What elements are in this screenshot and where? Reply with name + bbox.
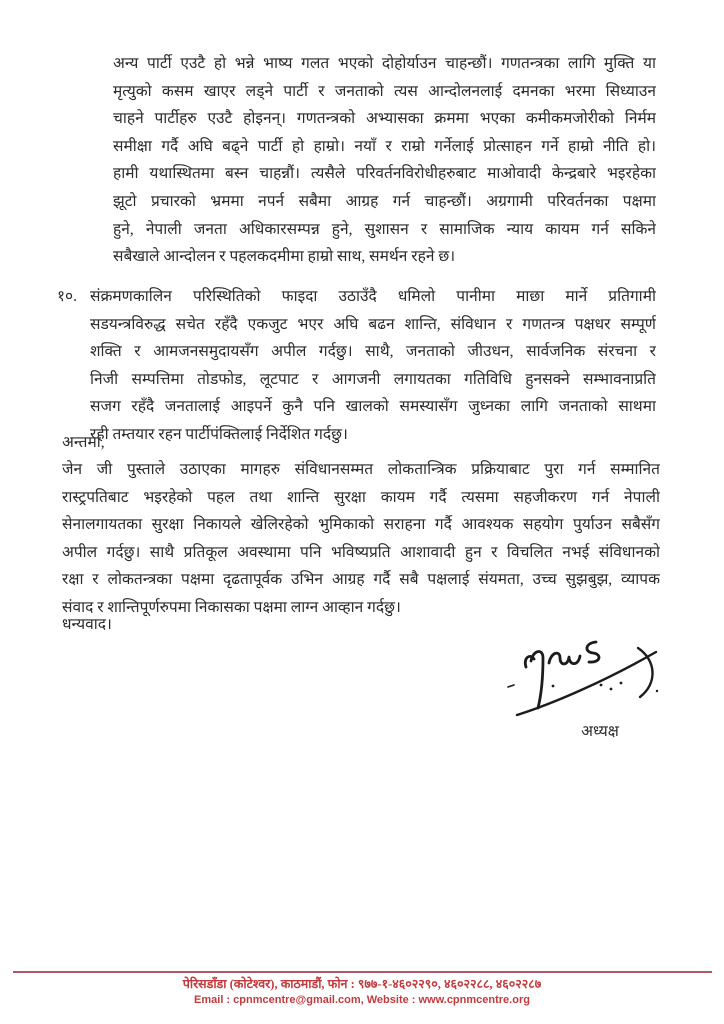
footer-contact: Email : cpnmcentre@gmail.com, Website : www.cpnmcentre.org — [194, 994, 530, 1006]
paragraph-line: अपील गर्दछु। साथै प्रतिकूल अवस्थामा पनि भविष्यप्रति आशावादी हुन र विचलित नभई संविधानको — [62, 543, 660, 561]
list-item-10 — [57, 283, 656, 449]
paragraph-line: समीक्षा गर्दै अघि बढ्ने पार्टी हो हाम्रो। नयाँ र राम्रो गर्नेलाई प्रोत्साहन गर्ने हाम्रो नीति हो। — [113, 137, 656, 155]
closing-paragraph — [62, 456, 660, 622]
paragraph-line: रास्ट्रपतिबाट भइरहेको पहल तथा शान्ति सुरक्षा कायम गर्दै त्यसमा सहजीकरण गर्न नेपाली — [62, 488, 660, 506]
paragraph-line: हामी यथास्थितमा बस्न चाहन्नौं। त्यसैले परिवर्तनविरोधीहरुबाट माओवादी केन्द्रबारे भइरहेका — [113, 165, 656, 183]
closing-lead-in: अन्तमा, — [62, 434, 105, 451]
paragraph-line: सबैखाले आन्दोलन र पहलकदमीमा हाम्रो साथ, समर्थन रहने छ। — [113, 248, 456, 266]
footer-address: पेरिसडाँडा (कोटेश्वर), काठमाडौं, फोन : ९७७-१-४६०२२९०, ४६०२२८८, ४६०२२८७ — [182, 977, 542, 991]
paragraph-line: रक्षा र लोकतन्त्रका पक्षमा दृढतापूर्वक उभिन आग्रह गर्दै सबै पक्षलाई संयमता, उच्च सुझबुझ, व्यापक — [62, 571, 660, 589]
paragraph-line: संवाद र शान्तिपूर्णरुपमा निकासका पक्षमा लाग्न आव्हान गर्दछु। — [62, 598, 401, 616]
paragraph-line: मृत्युको कसम खाएर लड्ने पार्टी र जनताको त्यस आन्दोलनलाई दमनका भरमा सिध्याउन — [113, 82, 656, 100]
footer-divider — [13, 971, 712, 973]
thank-you-line: धन्यवाद। — [62, 616, 112, 633]
paragraph-line: सजग रहँदै जनतालाई आइपर्ने कुनै पनि खालको समस्यासँग जुध्नका लागि जनताको साथमा — [90, 398, 656, 416]
paragraph-continuation — [113, 50, 656, 271]
list-item-text — [90, 283, 656, 449]
paragraph-line: जेन जी पुस्ताले उठाएका मागहरु संविधानसम्मत लोकतान्त्रिक प्रक्रियाबाट पुरा गर्न सम्मानित — [62, 461, 660, 478]
paragraph-line: शक्ति र आमजनसमुदायसँग अपील गर्दछु। साथै, जनताको जीउधन, सार्वजनिक संरचना र — [90, 343, 656, 361]
paragraph-line: हुने, नेपाली जनता अधिकारसम्पन्न हुने, सुशासन र सामाजिक न्याय कायम गर्न सकिने — [113, 220, 656, 238]
paragraph-line: अन्य पार्टी एउटै हो भन्ने भाष्य गलत भएको दोहोर्याउन चाहन्छौं। गणतन्त्रका लागि मुक्ति या — [113, 55, 656, 72]
paragraph-line: संक्रमणकालिन परिस्थितिको फाइदा उठाउँदै धमिलो पानीमा माछा मार्ने प्रतिगामी — [90, 288, 656, 305]
list-item-number: १०. — [57, 288, 77, 305]
paragraph-line: सडयन्त्रविरुद्ध सचेत रहँदै एकजुट भएर अघि बढन शान्ति, संविधान र गणतन्त्र पक्षधर सम्पूर्ण — [90, 315, 656, 333]
paragraph-line: सेनालगायतका सुरक्षा निकायले खेलिरहेको भुमिकाको सराहना गर्दै आवश्यक सहयोग पुर्याउन सबैसँग — [62, 516, 660, 534]
paragraph-line: चाहने पार्टीहरु एउटै होइनन्। गणतन्त्रको अभ्यासका क्रममा भएका कमीकमजोरीको निर्मम — [113, 110, 656, 128]
handwritten-signature-icon — [505, 628, 673, 730]
paragraph-line: रही तम्तयार रहन पार्टीपंक्तिलाई निर्देशित गर्दछु। — [90, 425, 348, 443]
paragraph-line: निजी सम्पत्तिमा तोडफोड, लूटपाट र आगजनी लगायतका गतिविधि हुनसक्ने सम्भावनाप्रति — [90, 370, 656, 388]
paragraph-line: झूटो प्रचारको भ्रममा नपर्न सबैमा आग्रह गर्न चाहन्छौं। अग्रगामी परिवर्तनका पक्षमा — [113, 192, 656, 210]
signatory-title: अध्यक्ष — [581, 723, 619, 740]
